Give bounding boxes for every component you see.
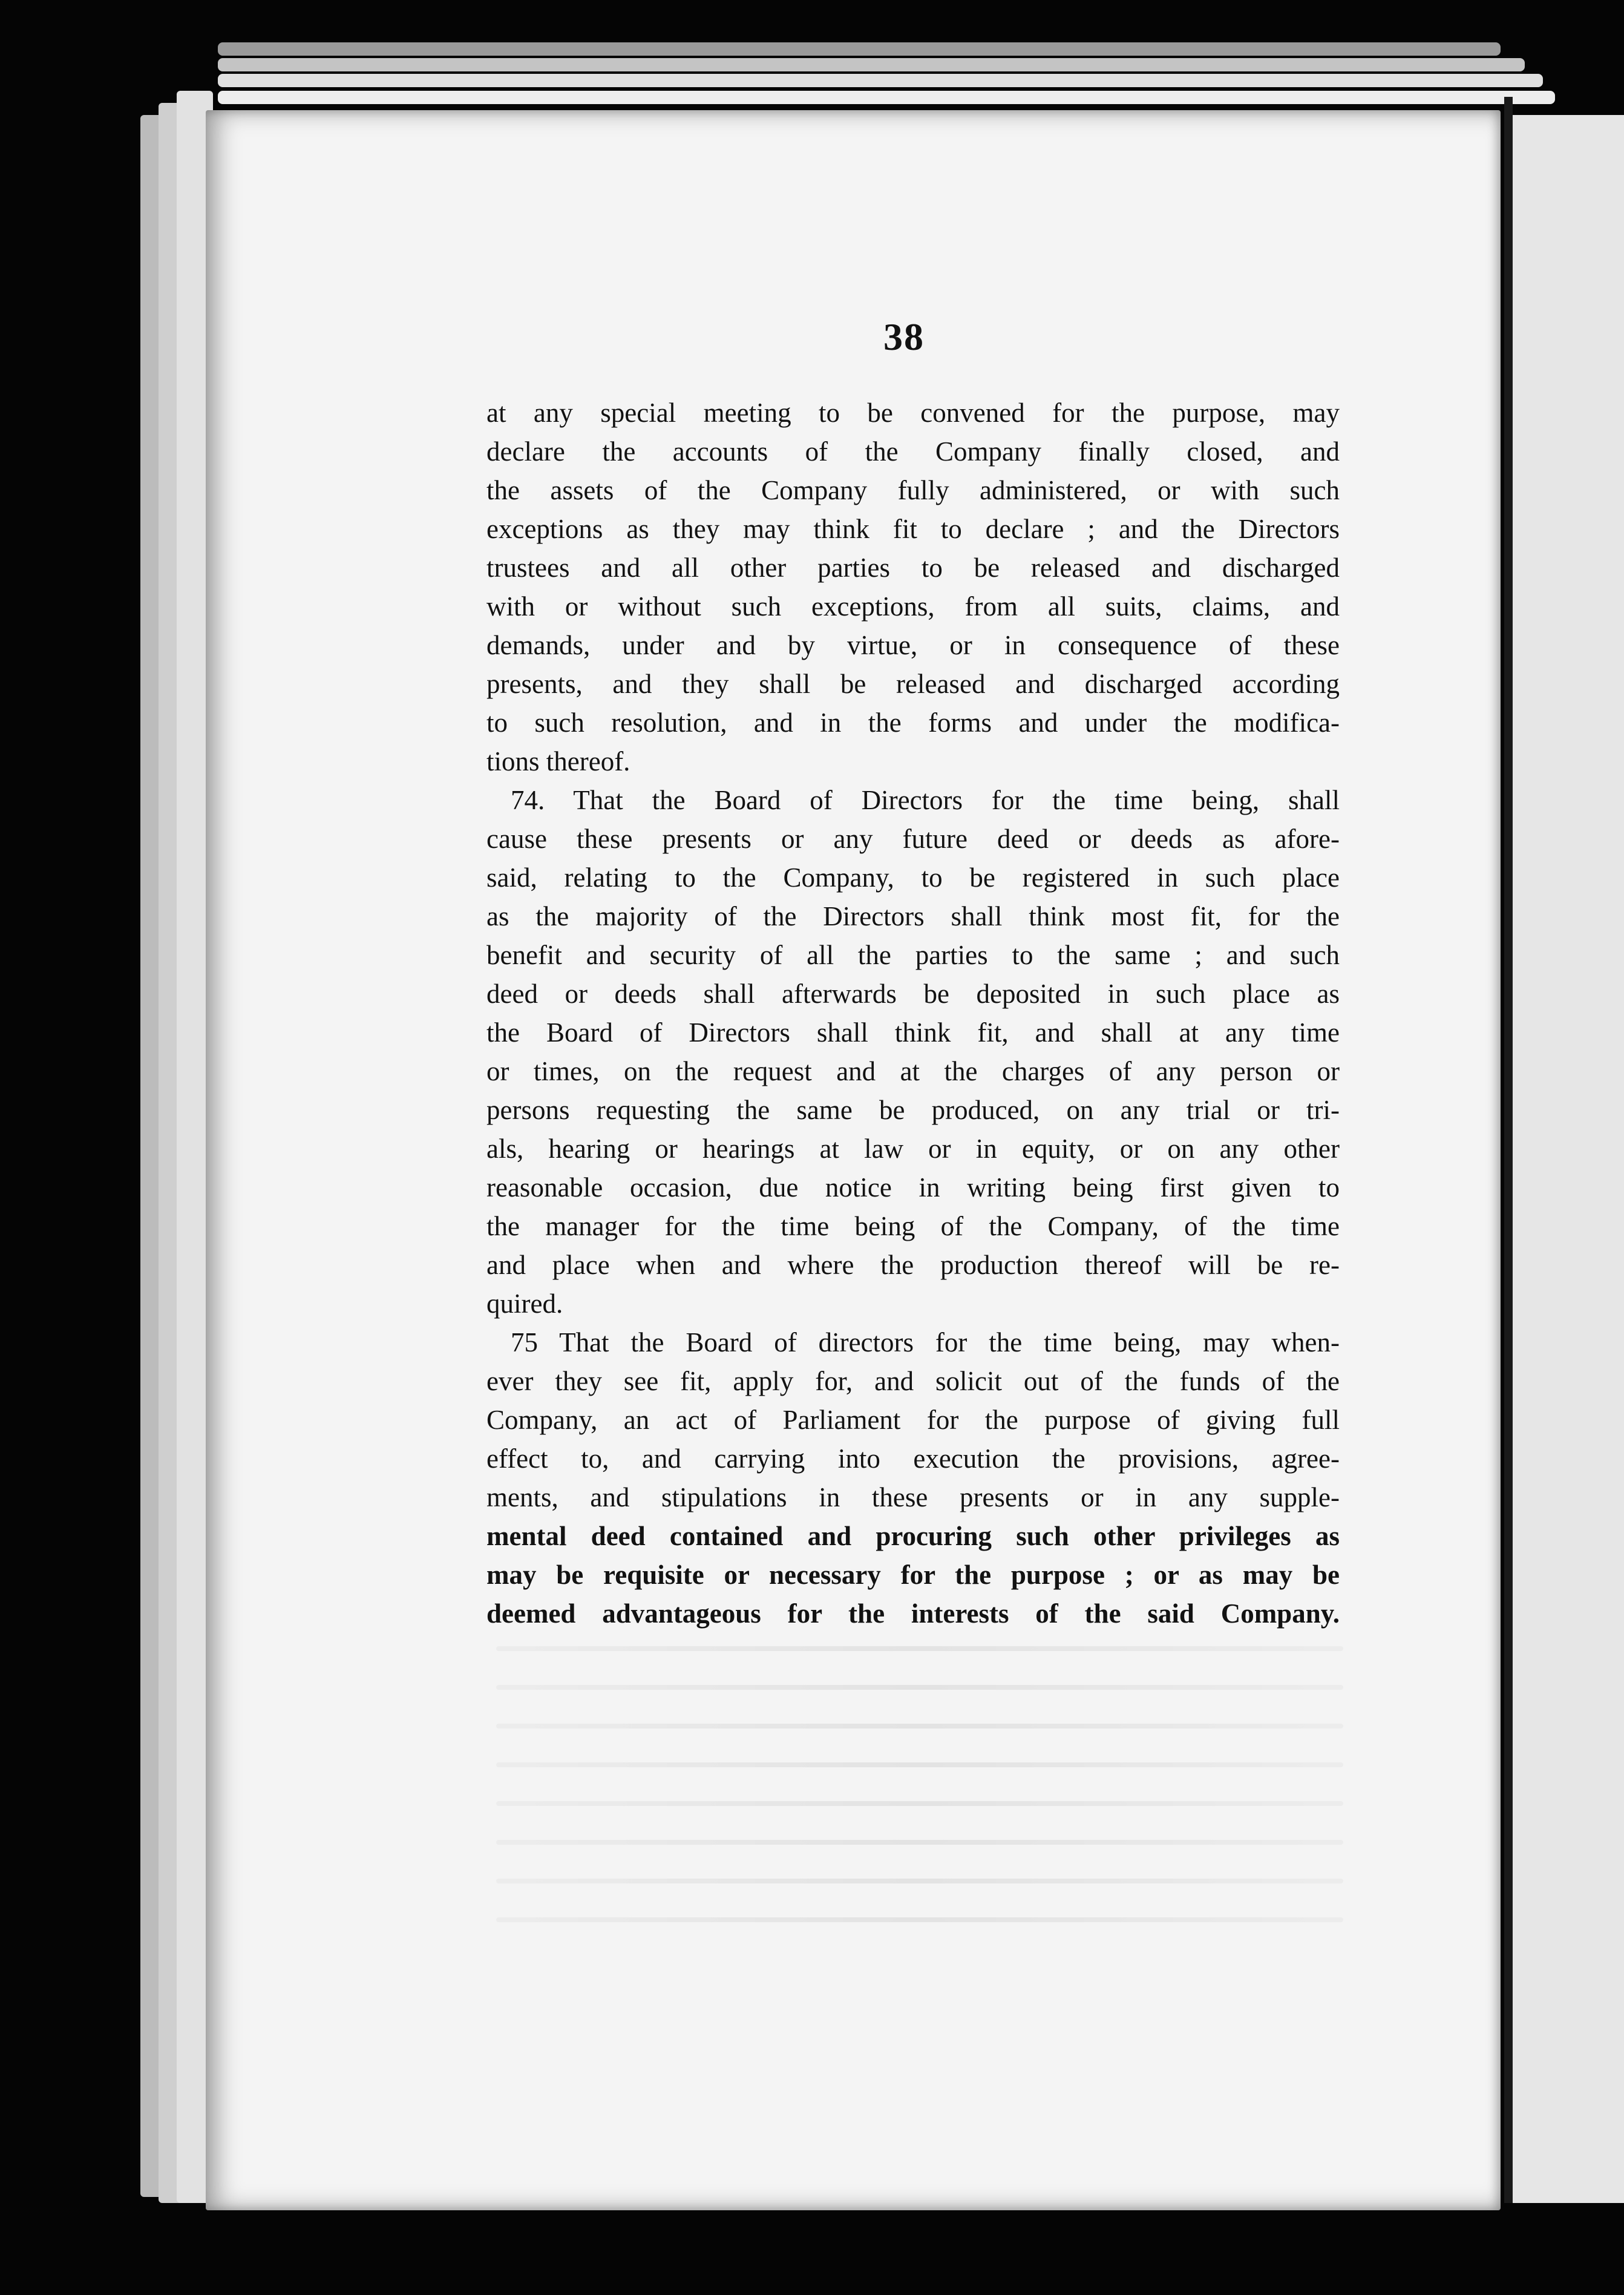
page-stack-edge — [218, 74, 1543, 87]
text-line: trustees and all other parties to be released and discharged — [486, 553, 1340, 583]
text-line: cause these presents or any future deed or deeds as afore- — [486, 824, 1340, 854]
text-line: ever they see fit, apply for, and solicit out of the funds of the — [486, 1366, 1340, 1396]
text-line: at any special meeting to be convened for the purpose, may — [486, 398, 1340, 428]
text-line: presents, and they shall be released and discharged according — [486, 669, 1340, 699]
page-stack-edge — [218, 42, 1501, 56]
text-line: or times, on the request and at the charges of any person or — [486, 1056, 1340, 1086]
text-line: als, hearing or hearings at law or in equity, or on any other — [486, 1134, 1340, 1164]
page-number: 38 — [883, 315, 925, 358]
text-line: mental deed contained and procuring such other privileges as — [486, 1521, 1340, 1551]
page-stack-edge — [218, 58, 1525, 71]
paragraph-74 — [486, 781, 1340, 1323]
text-line: exceptions as they may think fit to declare ; and the Directors — [486, 514, 1340, 544]
text-line: demands, under and by virtue, or in consequence of these — [486, 630, 1340, 660]
text-line: deemed advantageous for the interests of the said Company. — [486, 1598, 1340, 1629]
text-line: 74. That the Board of Directors for the time being, shall — [511, 785, 1340, 815]
binding-gutter — [1504, 97, 1513, 2203]
text-line: may be requisite or necessary for the purpose ; or as may be — [486, 1560, 1340, 1590]
text-line: and place when and where the production thereof will be re- — [486, 1250, 1340, 1280]
text-line: tions thereof. — [486, 746, 630, 776]
text-line: declare the accounts of the Company finally closed, and — [486, 436, 1340, 467]
paragraph-75 — [486, 1323, 1340, 1633]
text-line: the manager for the time being of the Company, of the time — [486, 1211, 1340, 1241]
facing-page — [1513, 115, 1624, 2203]
text-line: the Board of Directors shall think fit, and shall at any time — [486, 1017, 1340, 1048]
text-line: said, relating to the Company, to be registered in such place — [486, 862, 1340, 893]
text-line: deed or deeds shall afterwards be deposited in such place as — [486, 979, 1340, 1009]
text-line: 75 That the Board of directors for the time being, may when- — [511, 1327, 1340, 1358]
paragraph-closing-accounts — [486, 393, 1340, 781]
page-stack-edge — [218, 91, 1555, 104]
bleed-through-text — [496, 1646, 1343, 1956]
text-line: Company, an act of Parliament for the purpose of giving full — [486, 1405, 1340, 1435]
text-line: persons requesting the same be produced, on any trial or tri- — [486, 1095, 1340, 1125]
text-line: reasonable occasion, due notice in writing being first given to — [486, 1172, 1340, 1203]
text-line: to such resolution, and in the forms and under the modifica- — [486, 708, 1340, 738]
text-line: benefit and security of all the parties to the same ; and such — [486, 940, 1340, 970]
text-line: as the majority of the Directors shall think most fit, for the — [486, 901, 1340, 931]
text-line: effect to, and carrying into execution the provisions, agree- — [486, 1443, 1340, 1474]
text-line: quired. — [486, 1289, 563, 1319]
body-text — [486, 393, 1340, 1633]
text-line: the assets of the Company fully administered, or with such — [486, 475, 1340, 505]
text-line: ments, and stipulations in these presents or in any supple- — [486, 1482, 1340, 1512]
text-line: with or without such exceptions, from all suits, claims, and — [486, 591, 1340, 622]
